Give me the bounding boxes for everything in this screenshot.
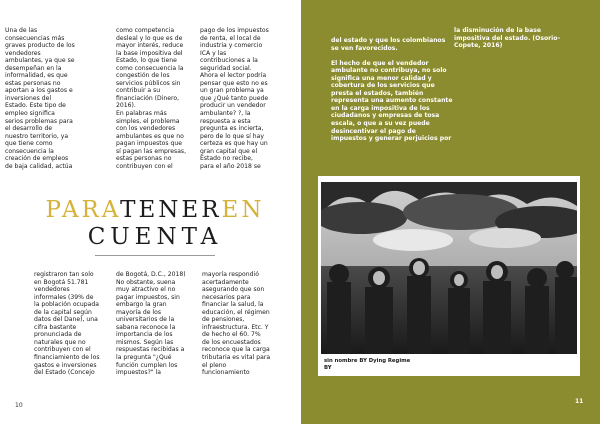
page-number-left: 10: [15, 402, 23, 409]
street-crowd-photo: [321, 182, 577, 354]
headline-word-para: PARA: [45, 197, 121, 223]
left-col1-top-text: Una de las consecuencias más graves producto de los vendedores ambulantes, ya que se desempeñan en la informalidad, es que estas personas no aportan a los gastos e inversiones del Estado. Este tipo de empleo significa serios problemas para el desarrollo de nuestro territorio, ya que tiene como consecuencia la creación de empleos de baja calidad, actúa: [5, 27, 75, 170]
photo-caption: [324, 358, 410, 371]
photo-caption-line1: sin nombre BY Dying Regime: [324, 358, 411, 364]
headline-word-en: EN: [221, 197, 265, 223]
headline-word-cuenta: CUENTA: [87, 224, 223, 250]
page-number-right: 11: [575, 398, 584, 405]
photo-caption-line2: BY: [324, 364, 332, 371]
headline-word-tener: TENER: [120, 197, 222, 223]
left-col2-top-text: como competencia desleal y lo que es de mayor interés, reduce la base impositiva del Estado, lo que tiene como consecuencia la congestión de los servicios públicos sin contribuir a su financiación (Dinero, 2016). En palabras más simples, el problema con los vendedores ambulantes es que no pagan impuestos que sí pagan las empresas, estas personas no contribuyen con el: [116, 27, 187, 170]
left-col3-top-text: pago de los impuestos de renta, el local de industria y comercio ICA y las contribuciones a la seguridad social. Ahora el lector podría pensar que esto no es un gran problema ya que ¿Qué tanto puede producir un vendedor ambulante? ?, la respuesta a esta pregunta es incierta, pero de lo que sí hay certeza es que hay un gran capital que el Estado no recibe, para el año 2018 se: [200, 27, 269, 170]
left-col1-bottom-text: registraron tan solo en Bogotá 51.781 vendedores informales (39% de la población ocupada de la capital según datos del Dane), una cifra bastante pronunciada de naturales que no contribuyen con el financiamiento de los gastos e inversiones del Estado (Concejo: [34, 271, 100, 377]
right-col2-text: la disminución de la base impositiva del estado. (Osorio- Copete, 2016): [454, 27, 560, 50]
left-col2-bottom-text: de Bogotá, D.C., 2018) No obstante, suena muy atractivo el no pagar impuestos, sin embargo la gran mayoría de los universitarios de la sabana reconoce la importancia de los mismos. Según las respuestas recibidas a la pregunta "¿Qué función cumplen los impuestos?" la: [116, 271, 186, 377]
section-headline: [40, 196, 270, 250]
right-col1-text: del estado y que los colombianos se ven favorecidos. El hecho de que el vendedor ambulante no contribuya, no solo significa una menor calidad y cobertura de los servicios que presta el estados, también representa una aumento constante en la carga impositiva de los ciudadanos y empresas de tosa escala, o que a su vez puede desincentivar el pago de impuestos y generar perjuicios por: [331, 37, 453, 143]
left-col3-bottom-text: mayoría respondió acertadamente asegurando que son necesarios para financiar la salud, la educación, el régimen de pensiones, infraestructura. Etc. Y de hecho el 60. 7% de los encuestados reconoce que la carga tributaria es vital para el pleno funcionamiento: [202, 271, 271, 377]
headline-divider: [95, 255, 215, 256]
